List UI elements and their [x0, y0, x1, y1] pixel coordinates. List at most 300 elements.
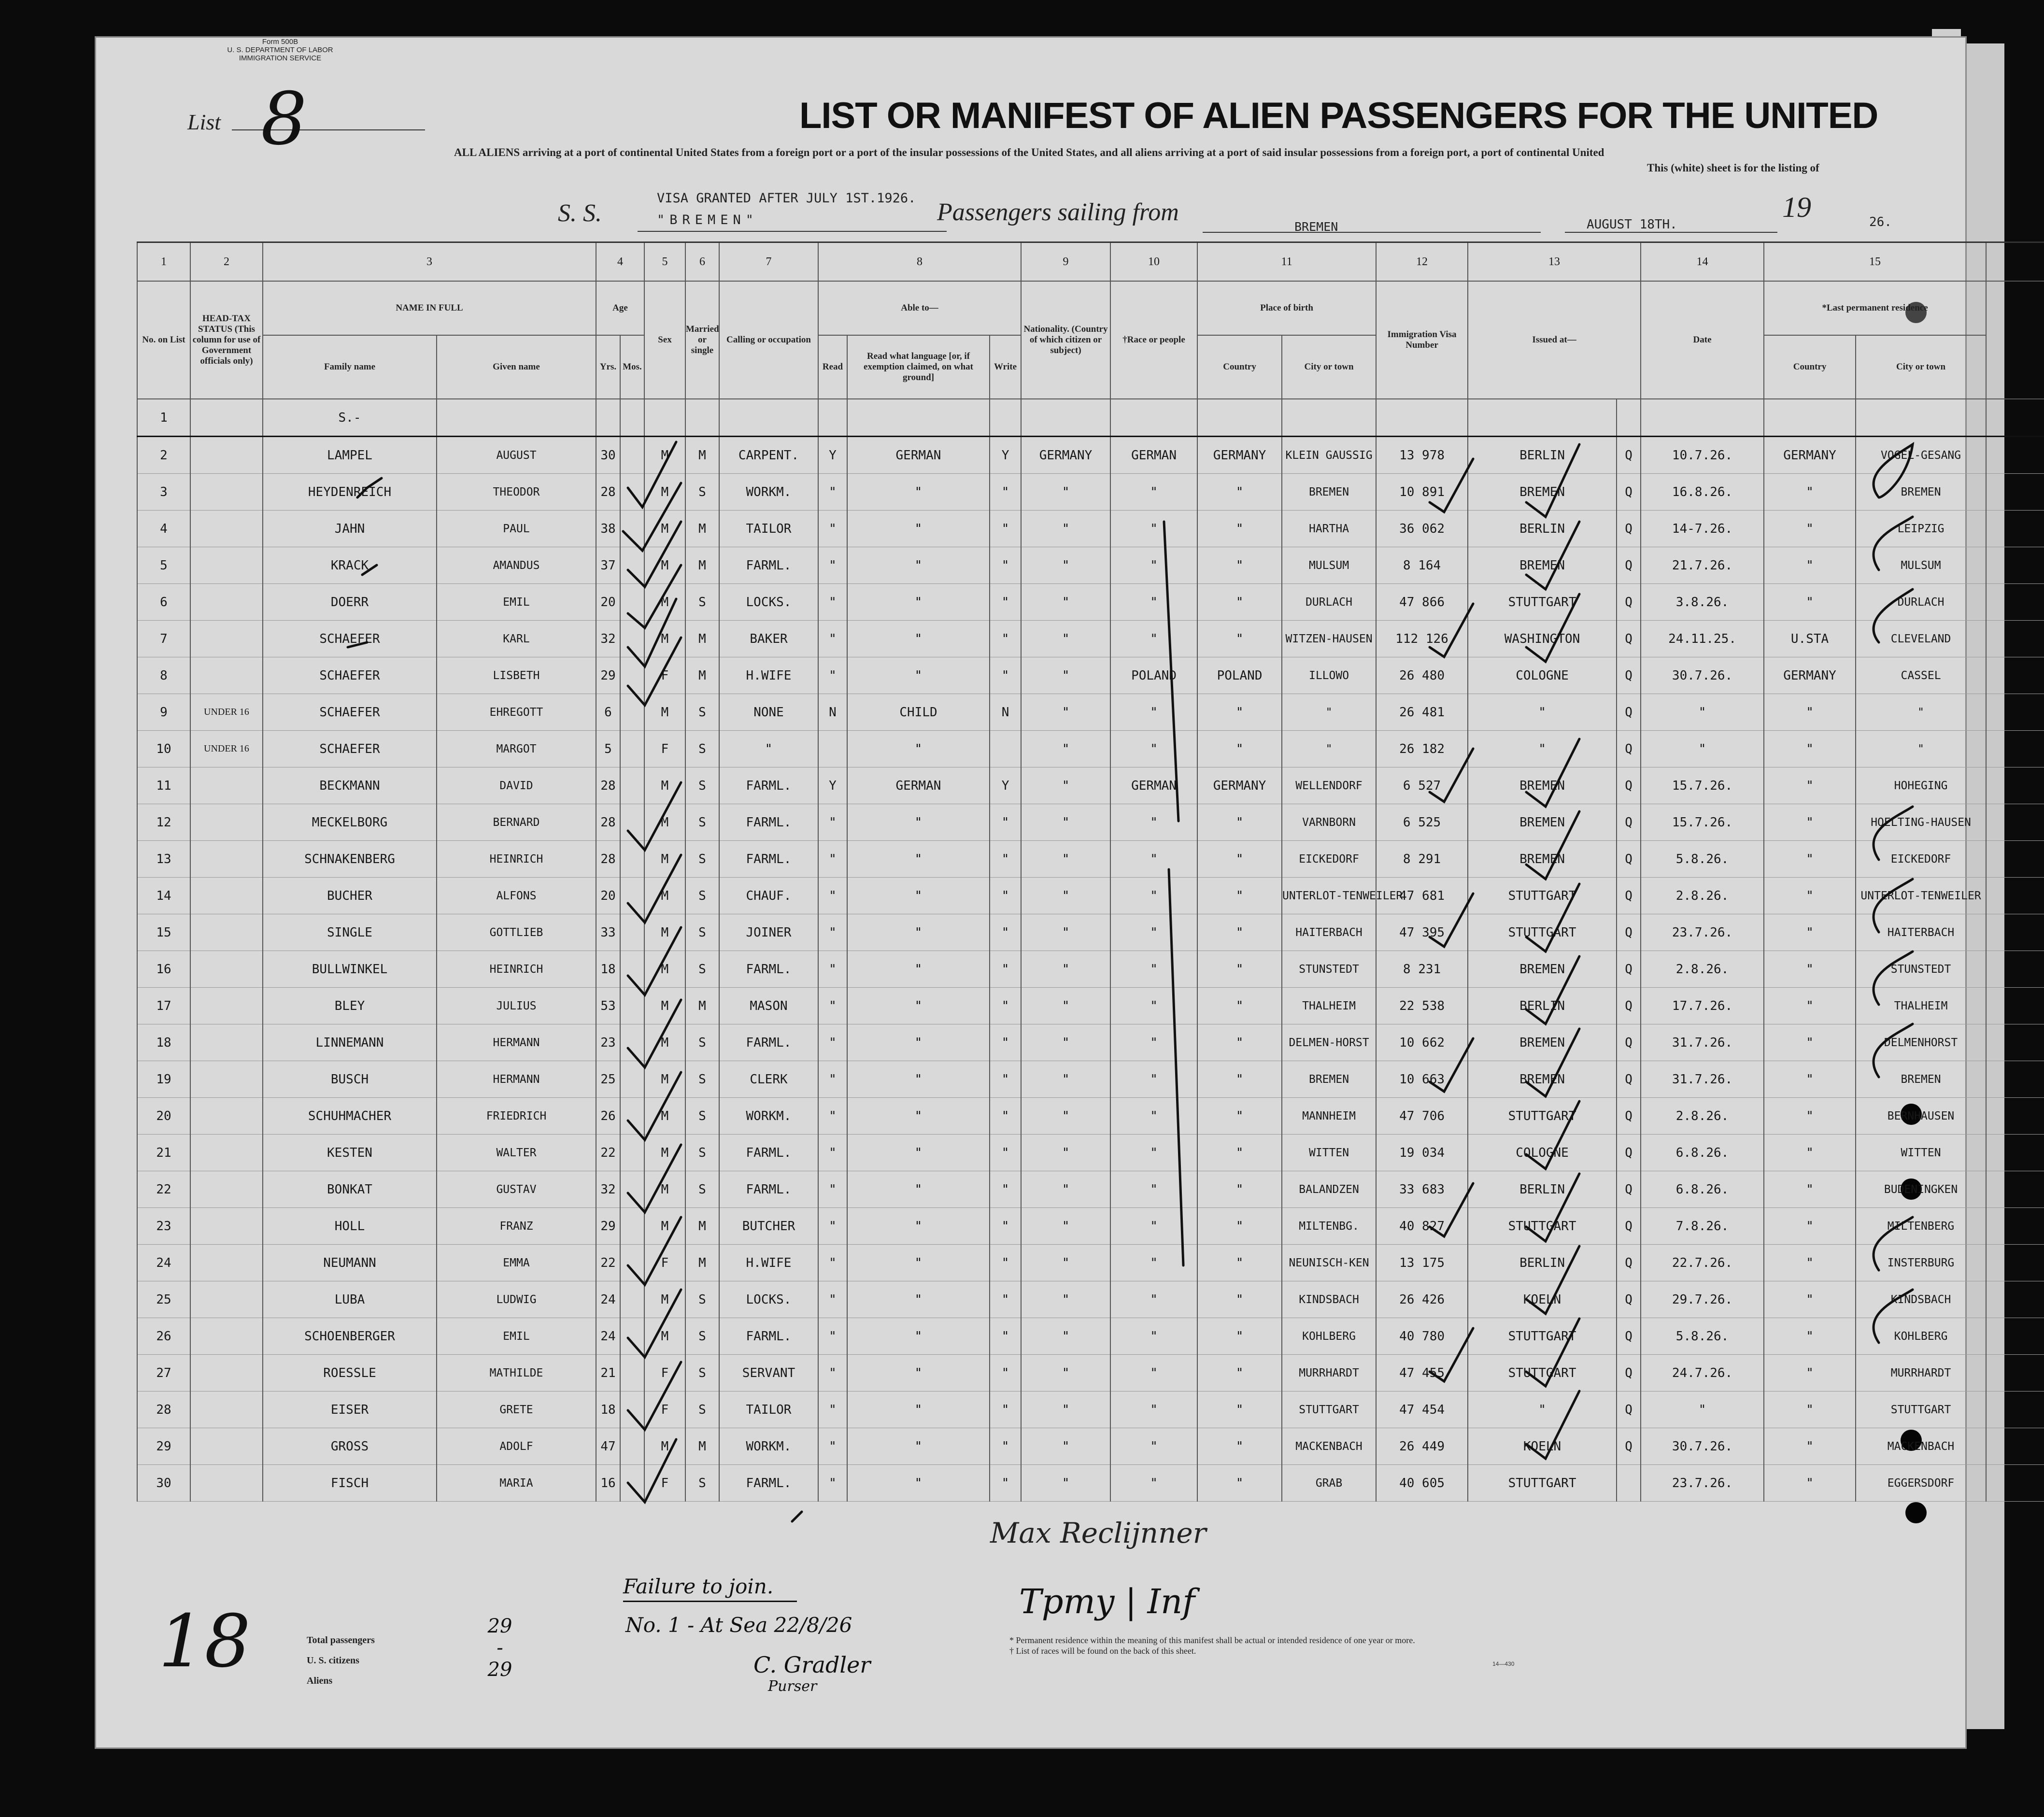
- occupation: FARML.: [719, 1135, 818, 1171]
- read-language: ": [847, 951, 990, 988]
- margin: [1986, 511, 2044, 547]
- occupation: WORKM.: [719, 1428, 818, 1465]
- totals-values: [478, 1616, 522, 1681]
- sex: M: [644, 437, 685, 474]
- sex: M: [644, 1318, 685, 1355]
- table-row: [137, 1281, 2044, 1318]
- birth-city: MILTENBG.: [1282, 1208, 1376, 1245]
- can-write: ": [990, 1391, 1021, 1428]
- header-read: Read: [818, 335, 847, 399]
- residence-country: ": [1764, 1245, 1856, 1281]
- ship-underline: [638, 231, 947, 232]
- given-name: DAVID: [437, 767, 596, 804]
- read-language: ": [847, 1245, 990, 1281]
- occupation: BUTCHER: [719, 1208, 818, 1245]
- residence-city: MURRHARDT: [1856, 1355, 1986, 1391]
- read-language: ": [847, 1098, 990, 1135]
- can-write: ": [990, 878, 1021, 914]
- marital-status: S: [685, 474, 719, 511]
- issued-at: KOELN: [1468, 1281, 1617, 1318]
- residence-country: ": [1764, 1135, 1856, 1171]
- age-years: 37: [596, 547, 620, 584]
- residence-country: ": [1764, 694, 1856, 731]
- nationality: ": [1021, 1465, 1110, 1502]
- visa-type: Q: [1617, 1171, 1641, 1208]
- header-name-in-full: NAME IN FULL: [263, 281, 596, 335]
- table-row: [137, 988, 2044, 1024]
- residence-country: ": [1764, 1391, 1856, 1428]
- issued-at: ": [1468, 1391, 1617, 1428]
- marital-status: S: [685, 804, 719, 841]
- table-row: [137, 767, 2044, 804]
- family-name: SCHOENBERGER: [263, 1318, 437, 1355]
- sex: F: [644, 1391, 685, 1428]
- row-number: 17: [137, 988, 190, 1024]
- header-married: Married or single: [685, 281, 719, 399]
- read-language: ": [847, 878, 990, 914]
- race: POLAND: [1110, 657, 1197, 694]
- residence-country: ": [1764, 1281, 1856, 1318]
- nationality: ": [1021, 1061, 1110, 1098]
- read-language: ": [847, 914, 990, 951]
- race: GERMAN: [1110, 767, 1197, 804]
- birth-country: ": [1197, 1098, 1282, 1135]
- row-number: 12: [137, 804, 190, 841]
- header-res-country: Country: [1764, 335, 1856, 399]
- column-number: 13: [1468, 242, 1641, 282]
- residence-country: ": [1764, 547, 1856, 584]
- head-tax-status: [190, 1208, 263, 1245]
- head-tax-status: [190, 951, 263, 988]
- sex: M: [644, 584, 685, 621]
- marital-status: S: [685, 1061, 719, 1098]
- row-number: 28: [137, 1391, 190, 1428]
- row-number: 24: [137, 1245, 190, 1281]
- visa-number: 6 525: [1376, 804, 1468, 841]
- column-number: 3: [263, 242, 596, 282]
- age-months: [620, 1245, 644, 1281]
- list-number: 8: [261, 77, 307, 161]
- birth-country: GERMANY: [1197, 437, 1282, 474]
- issued-at: STUTTGART: [1468, 1318, 1617, 1355]
- head-tax-status: [190, 584, 263, 621]
- residence-country: GERMANY: [1764, 437, 1856, 474]
- given-name: HEINRICH: [437, 951, 596, 988]
- date-underline: [1565, 232, 1777, 233]
- can-read: ": [818, 474, 847, 511]
- nationality: ": [1021, 767, 1110, 804]
- margin: [1986, 1024, 2044, 1061]
- visa-date: ": [1641, 1391, 1764, 1428]
- age-years: 22: [596, 1245, 620, 1281]
- visa-number: 8 231: [1376, 951, 1468, 988]
- table-row: [137, 1135, 2044, 1171]
- can-write: ": [990, 804, 1021, 841]
- visa-type: Q: [1617, 1391, 1641, 1428]
- race: ": [1110, 474, 1197, 511]
- family-name: BECKMANN: [263, 767, 437, 804]
- row-number: 29: [137, 1428, 190, 1465]
- race: ": [1110, 1098, 1197, 1135]
- visa-number: 22 538: [1376, 988, 1468, 1024]
- header-language: Read what language [or, if exemption claimed, on what ground]: [847, 335, 990, 399]
- margin: [1986, 1245, 2044, 1281]
- can-read: ": [818, 1465, 847, 1502]
- sex: M: [644, 1208, 685, 1245]
- can-write: ": [990, 1245, 1021, 1281]
- row-number: 9: [137, 694, 190, 731]
- occupation: SERVANT: [719, 1355, 818, 1391]
- row-number: 2: [137, 437, 190, 474]
- birth-city: HAITERBACH: [1282, 914, 1376, 951]
- family-name: SCHAEFER: [263, 657, 437, 694]
- occupation: JOINER: [719, 914, 818, 951]
- row-number: 23: [137, 1208, 190, 1245]
- row-number: 10: [137, 731, 190, 767]
- read-language: CHILD: [847, 694, 990, 731]
- visa-number: 19 034: [1376, 1135, 1468, 1171]
- age-years: 20: [596, 584, 620, 621]
- visa-type: Q: [1617, 731, 1641, 767]
- visa-number: 47 454: [1376, 1391, 1468, 1428]
- visa-type: Q: [1617, 878, 1641, 914]
- sex: M: [644, 1428, 685, 1465]
- occupation: FARML.: [719, 1318, 818, 1355]
- residence-country: ": [1764, 474, 1856, 511]
- visa-type: Q: [1617, 804, 1641, 841]
- age-months: [620, 1061, 644, 1098]
- row-number: 6: [137, 584, 190, 621]
- family-name: SCHAEFER: [263, 621, 437, 657]
- visa-number: 47 866: [1376, 584, 1468, 621]
- visa-number: 10 662: [1376, 1024, 1468, 1061]
- occupation: NONE: [719, 694, 818, 731]
- head-tax-status: [190, 474, 263, 511]
- family-name: SINGLE: [263, 914, 437, 951]
- age-years: 18: [596, 1391, 620, 1428]
- birth-city: MANNHEIM: [1282, 1098, 1376, 1135]
- visa-date: 5.8.26.: [1641, 841, 1764, 878]
- marital-status: S: [685, 1391, 719, 1428]
- can-read: ": [818, 1098, 847, 1135]
- margin: [1986, 694, 2044, 731]
- table-row: [137, 878, 2044, 914]
- list-label: List: [187, 110, 221, 134]
- visa-number: 36 062: [1376, 511, 1468, 547]
- nationality: ": [1021, 1391, 1110, 1428]
- given-name: AUGUST: [437, 437, 596, 474]
- can-write: ": [990, 988, 1021, 1024]
- issued-at: BREMEN: [1468, 1024, 1617, 1061]
- occupation: WORKM.: [719, 474, 818, 511]
- issued-at: BREMEN: [1468, 547, 1617, 584]
- birth-city: DELMEN-HORST: [1282, 1024, 1376, 1061]
- occupation: H.WIFE: [719, 1245, 818, 1281]
- can-read: Y: [818, 767, 847, 804]
- nationality: ": [1021, 547, 1110, 584]
- age-months: [620, 1171, 644, 1208]
- occupation: TAILOR: [719, 511, 818, 547]
- family-name: BLEY: [263, 988, 437, 1024]
- birth-country: ": [1197, 1245, 1282, 1281]
- marital-status: S: [685, 1318, 719, 1355]
- sex: M: [644, 804, 685, 841]
- birth-country: ": [1197, 474, 1282, 511]
- race: ": [1110, 951, 1197, 988]
- visa-date: 15.7.26.: [1641, 767, 1764, 804]
- row-number: 20: [137, 1098, 190, 1135]
- birth-country: ": [1197, 694, 1282, 731]
- marital-status: S: [685, 694, 719, 731]
- occupation: LOCKS.: [719, 1281, 818, 1318]
- age-months: [620, 1428, 644, 1465]
- can-write: ": [990, 1428, 1021, 1465]
- residence-country: GERMANY: [1764, 657, 1856, 694]
- can-write: ": [990, 511, 1021, 547]
- ship-name: "BREMEN": [657, 213, 759, 227]
- birth-country: ": [1197, 804, 1282, 841]
- head-tax-status: [190, 657, 263, 694]
- nationality: ": [1021, 1281, 1110, 1318]
- issued-at: BREMEN: [1468, 767, 1617, 804]
- marital-status: S: [685, 951, 719, 988]
- visa-date: 6.8.26.: [1641, 1171, 1764, 1208]
- age-months: [620, 804, 644, 841]
- header-age: Age: [596, 281, 644, 335]
- issued-at: BERLIN: [1468, 988, 1617, 1024]
- table-row: [137, 1098, 2044, 1135]
- can-write: ": [990, 1061, 1021, 1098]
- visa-number: 26 426: [1376, 1281, 1468, 1318]
- page-subtitle: ALL ALIENS arriving at a port of continental United States from a foreign port or a port of the insular possessions of the United States, and all aliens arriving at a port of said insular possessions from a foreign port, a port of continental United: [454, 146, 1604, 158]
- visa-type: Q: [1617, 1098, 1641, 1135]
- family-name: LAMPEL: [263, 437, 437, 474]
- head-tax-status: [190, 1391, 263, 1428]
- age-years: 22: [596, 1135, 620, 1171]
- can-write: ": [990, 1098, 1021, 1135]
- birth-city: MURRHARDT: [1282, 1355, 1376, 1391]
- family-name: BUCHER: [263, 878, 437, 914]
- given-name: EHREGOTT: [437, 694, 596, 731]
- row-number: 1: [137, 399, 190, 437]
- nationality: ": [1021, 1208, 1110, 1245]
- can-write: ": [990, 621, 1021, 657]
- issued-at: BERLIN: [1468, 437, 1617, 474]
- visa-number: 47 395: [1376, 914, 1468, 951]
- table-row: [137, 1208, 2044, 1245]
- visa-date: 10.7.26.: [1641, 437, 1764, 474]
- birth-city: KOHLBERG: [1282, 1318, 1376, 1355]
- birth-city: BALANDZEN: [1282, 1171, 1376, 1208]
- occupation: CHAUF.: [719, 878, 818, 914]
- birth-city: STUNSTEDT: [1282, 951, 1376, 988]
- form-header: [184, 38, 377, 62]
- birth-city: UNTERLOT-TENWEILER: [1282, 878, 1376, 914]
- row-number: 3: [137, 474, 190, 511]
- can-read: ": [818, 1355, 847, 1391]
- nationality: ": [1021, 1245, 1110, 1281]
- occupation: H.WIFE: [719, 657, 818, 694]
- given-name: HERMANN: [437, 1024, 596, 1061]
- age-years: 29: [596, 1208, 620, 1245]
- row-number: 21: [137, 1135, 190, 1171]
- given-name: BERNARD: [437, 804, 596, 841]
- family-name: SCHUHMACHER: [263, 1098, 437, 1135]
- nationality: ": [1021, 1135, 1110, 1171]
- sex: M: [644, 547, 685, 584]
- birth-city: VARNBORN: [1282, 804, 1376, 841]
- total-passengers-label: Total passengers: [307, 1635, 375, 1646]
- margin: [1986, 1098, 2044, 1135]
- sex: M: [644, 1135, 685, 1171]
- age-months: [620, 1024, 644, 1061]
- given-name: WALTER: [437, 1135, 596, 1171]
- age-months: [620, 584, 644, 621]
- marital-status: S: [685, 914, 719, 951]
- margin: [1986, 1428, 2044, 1465]
- residence-country: ": [1764, 1024, 1856, 1061]
- can-write: ": [990, 1465, 1021, 1502]
- visa-date: 6.8.26.: [1641, 1135, 1764, 1171]
- read-language: ": [847, 474, 990, 511]
- list-number-mark: [149, 1594, 255, 1686]
- table-row: [137, 1171, 2044, 1208]
- can-read: ": [818, 841, 847, 878]
- head-tax-status: [190, 1245, 263, 1281]
- sex: M: [644, 1024, 685, 1061]
- row-number: 7: [137, 621, 190, 657]
- visa-date: 7.8.26.: [1641, 1208, 1764, 1245]
- nationality: ": [1021, 621, 1110, 657]
- issued-at: BERLIN: [1468, 1171, 1617, 1208]
- table-row: [137, 914, 2044, 951]
- birth-country: POLAND: [1197, 657, 1282, 694]
- can-write: ": [990, 474, 1021, 511]
- age-years: 28: [596, 767, 620, 804]
- sex: M: [644, 878, 685, 914]
- row-number: 4: [137, 511, 190, 547]
- can-write: ": [990, 1281, 1021, 1318]
- residence-country: ": [1764, 767, 1856, 804]
- header-nationality: Nationality. (Country of which citizen or subject): [1021, 281, 1110, 399]
- birth-city: GRAB: [1282, 1465, 1376, 1502]
- given-name: GRETE: [437, 1391, 596, 1428]
- can-read: ": [818, 988, 847, 1024]
- can-read: ": [818, 547, 847, 584]
- residence-country: ": [1764, 1465, 1856, 1502]
- head-tax-status: [190, 1171, 263, 1208]
- manifest-table: [137, 241, 1981, 1502]
- visa-number: 112 126: [1376, 621, 1468, 657]
- sex: M: [644, 1061, 685, 1098]
- header-row-1: [137, 281, 2044, 335]
- visa-date: 2.8.26.: [1641, 878, 1764, 914]
- birth-city: EICKEDORF: [1282, 841, 1376, 878]
- age-months: [620, 951, 644, 988]
- column-number: 4: [596, 242, 644, 282]
- can-write: ": [990, 914, 1021, 951]
- can-read: ": [818, 1318, 847, 1355]
- given-name: FRIEDRICH: [437, 1098, 596, 1135]
- header-no-on-list: No. on List: [137, 281, 190, 399]
- given-name: GOTTLIEB: [437, 914, 596, 951]
- visa-type: Q: [1617, 951, 1641, 988]
- table-row: [137, 1428, 2044, 1465]
- residence-country: ": [1764, 1171, 1856, 1208]
- age-years: 30: [596, 437, 620, 474]
- age-months: [620, 914, 644, 951]
- given-name: HERMANN: [437, 1061, 596, 1098]
- visa-type: Q: [1617, 1061, 1641, 1098]
- form-code: 14—430: [1492, 1661, 1515, 1667]
- birth-country: ": [1197, 1318, 1282, 1355]
- header-birth-city: City or town: [1282, 335, 1376, 399]
- visa-type: Q: [1617, 1428, 1641, 1465]
- birth-city: ": [1282, 694, 1376, 731]
- can-write: ": [990, 1135, 1021, 1171]
- visa-type: Q: [1617, 767, 1641, 804]
- birth-city: WELLENDORF: [1282, 767, 1376, 804]
- marital-status: S: [685, 1355, 719, 1391]
- age-years: 38: [596, 511, 620, 547]
- visa-number: 13 175: [1376, 1245, 1468, 1281]
- column-number: 7: [719, 242, 818, 282]
- head-tax-status: [190, 437, 263, 474]
- marital-status: S: [685, 584, 719, 621]
- head-tax-status: [190, 1061, 263, 1098]
- birth-city: MULSUM: [1282, 547, 1376, 584]
- margin: [1986, 547, 2044, 584]
- header-date: Date: [1641, 281, 1764, 399]
- marital-status: S: [685, 767, 719, 804]
- given-name: EMIL: [437, 584, 596, 621]
- table-row: [137, 1318, 2044, 1355]
- birth-city: WITZEN-HAUSEN: [1282, 621, 1376, 657]
- sex: M: [644, 988, 685, 1024]
- age-months: [620, 1391, 644, 1428]
- can-write: ": [990, 841, 1021, 878]
- birth-country: ": [1197, 1171, 1282, 1208]
- visa-number: 40 827: [1376, 1208, 1468, 1245]
- birth-city: KLEIN GAUSSIG: [1282, 437, 1376, 474]
- birth-country: ": [1197, 547, 1282, 584]
- visa-type: Q: [1617, 437, 1641, 474]
- header-race: †Race or people: [1110, 281, 1197, 399]
- nationality: ": [1021, 1355, 1110, 1391]
- given-name: GUSTAV: [437, 1171, 596, 1208]
- sex: F: [644, 657, 685, 694]
- birth-country: ": [1197, 1355, 1282, 1391]
- race: ": [1110, 621, 1197, 657]
- visa-number: 40 780: [1376, 1318, 1468, 1355]
- age-months: [620, 1465, 644, 1502]
- row-number: 16: [137, 951, 190, 988]
- visa-type: Q: [1617, 914, 1641, 951]
- visa-date: 31.7.26.: [1641, 1024, 1764, 1061]
- nationality: ": [1021, 1098, 1110, 1135]
- margin: [1986, 1391, 2044, 1428]
- sex: F: [644, 1465, 685, 1502]
- age-years: 25: [596, 1061, 620, 1098]
- read-language: ": [847, 511, 990, 547]
- row-number: 11: [137, 767, 190, 804]
- can-read: ": [818, 621, 847, 657]
- age-years: 29: [596, 657, 620, 694]
- age-months: [620, 841, 644, 878]
- table-row: [137, 1465, 2044, 1502]
- visa-type: Q: [1617, 474, 1641, 511]
- residence-city: DELMENHORST: [1856, 1024, 1986, 1061]
